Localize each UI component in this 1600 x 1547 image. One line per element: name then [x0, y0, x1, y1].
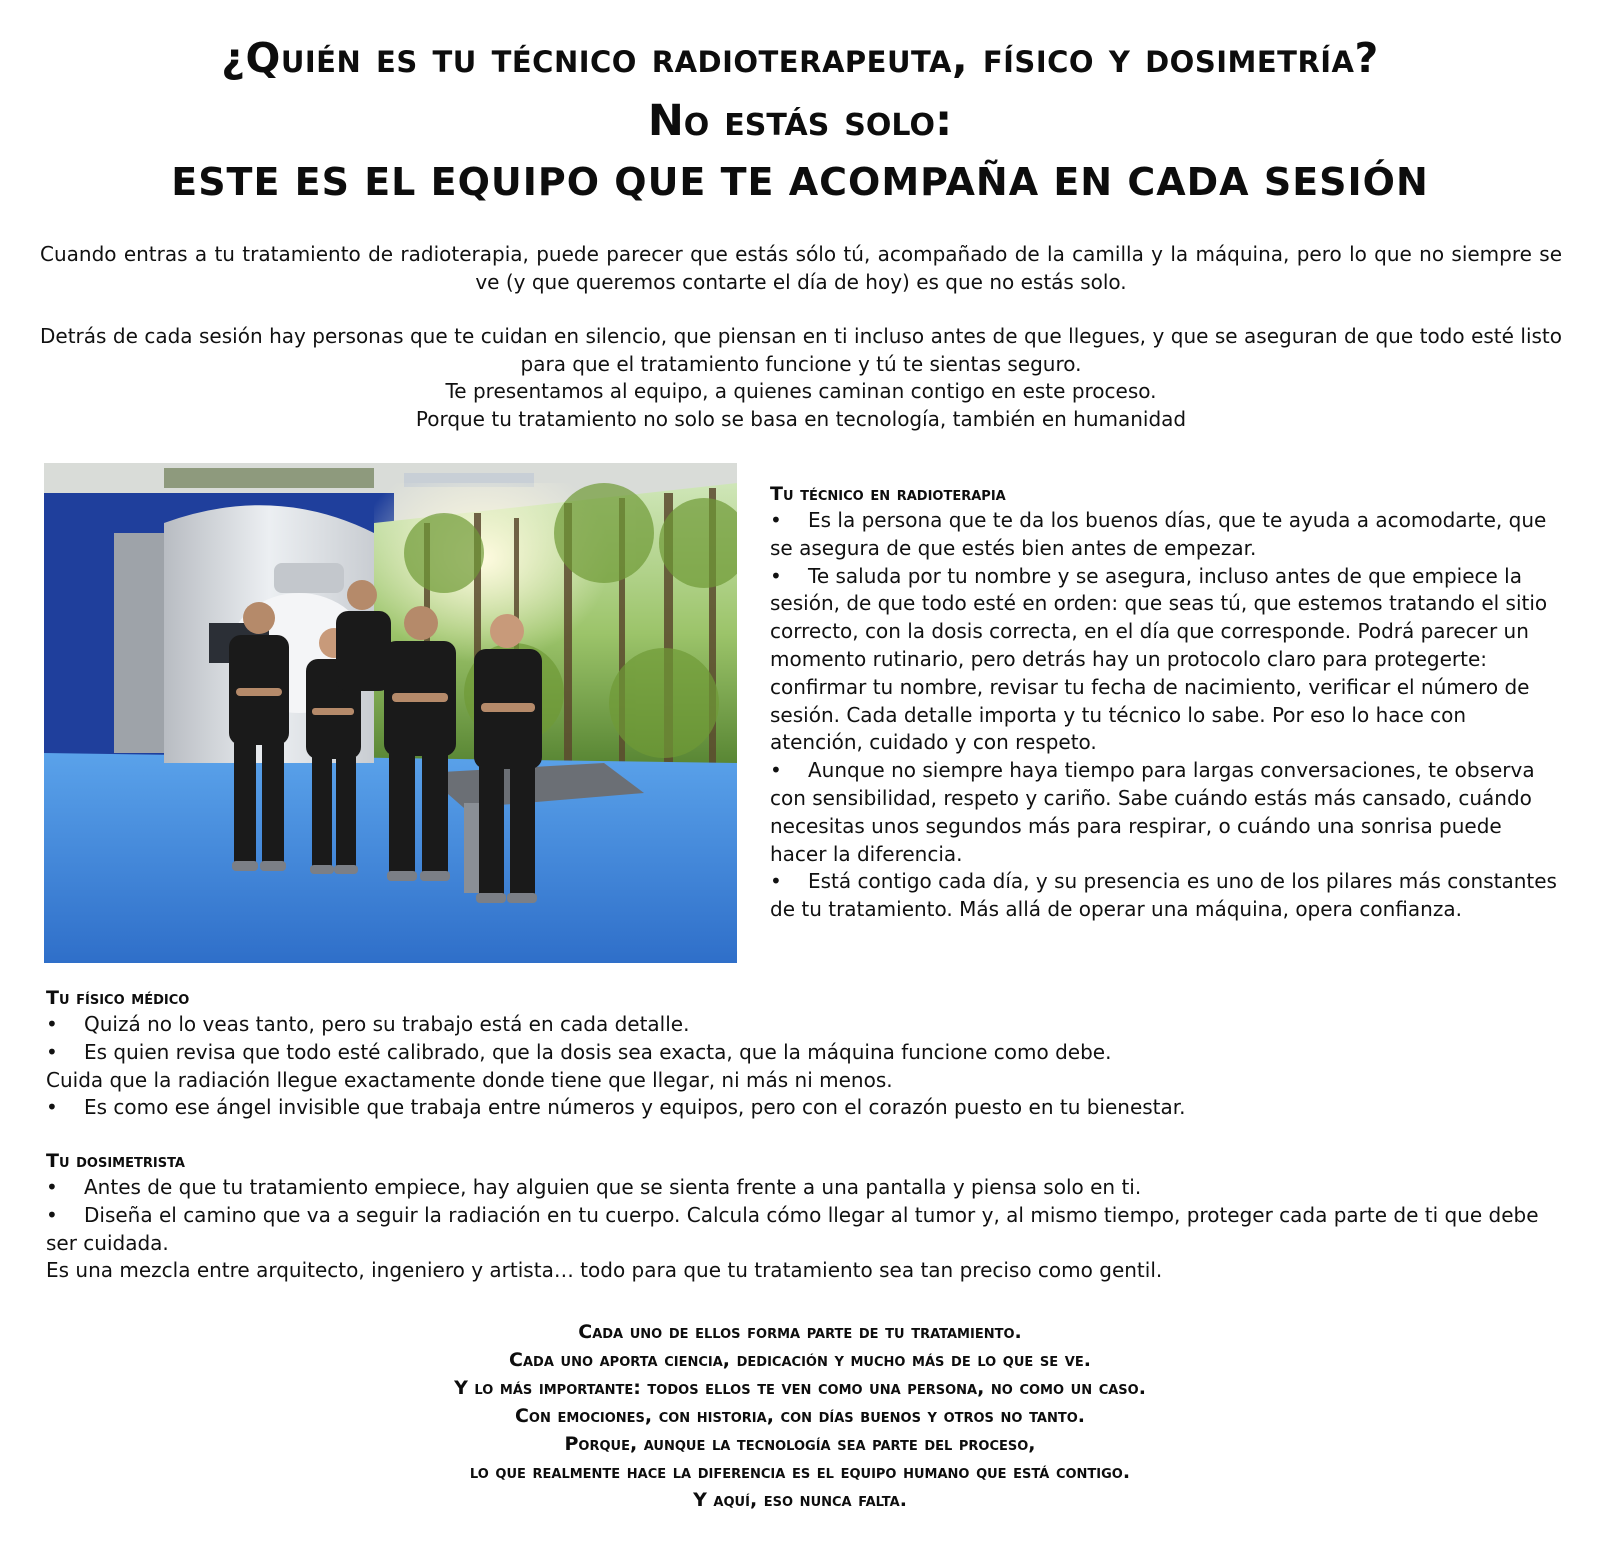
fisico-bullet-4: • Es como ese ángel invisible que trabaja entre números y equipos, pero con el corazón puesto en tu bienestar. [46, 1094, 1566, 1122]
intro-paragraph-2: Detrás de cada sesión hay personas que te cuidan en silencio, que piensan en ti incluso antes de que llegues, y que se aseguran de que todo esté listo para que el tratamiento funcione y tú te sientas seguro. [40, 324, 1562, 376]
section-tecnico [770, 481, 1560, 924]
tecnico-bullet-4: • Está contigo cada día, y su presencia es uno de los pilares más constantes de tu tratamiento. Más allá de operar una máquina, opera confianza. [770, 868, 1560, 924]
section-heading-dosimetrista: Tu dosimetrista [46, 1150, 185, 1172]
closing-line-3: Y lo más importante: todos ellos te ven como una persona, no como un caso. [454, 1377, 1146, 1399]
intro-paragraph-4: Porque tu tratamiento no solo se basa en tecnología, también en humanidad [415, 407, 1187, 431]
closing-line-5: Porque, aunque la tecnología sea parte del proceso, [564, 1433, 1036, 1455]
dosimetrista-line-3: Es una mezcla entre arquitecto, ingeniero y artista… todo para que tu tratamiento sea tan preciso como gentil. [46, 1258, 1163, 1283]
title-line-1: ¿Quién es tu técnico radioterapeuta, físico y dosimetría? [221, 34, 1379, 82]
closing-line-4: Con emociones, con historia, con días buenos y otros no tanto. [514, 1405, 1086, 1427]
title-line-2: No estás solo: [647, 96, 953, 146]
intro-paragraph-1: Cuando entras a tu tratamiento de radioterapia, puede parecer que estás sólo tú, acompañado de la camilla y la máquina, pero lo que no siempre se ve (y que queremos contarte el día de hoy) es que no estás solo. [40, 242, 1562, 294]
section-fisico [46, 985, 1566, 1122]
dosimetrista-bullet-2: • Diseña el camino que va a seguir la radiación en tu cuerpo. Calcula cómo llegar al tumor y, al mismo tiempo, proteger cada parte de ti que debe ser cuidada. [46, 1202, 1566, 1258]
closing-line-1: Cada uno de ellos forma parte de tu tratamiento. [578, 1321, 1022, 1343]
section-heading-fisico: Tu físico médico [46, 987, 190, 1009]
closing-statement [0, 1318, 1600, 1514]
team-photo [44, 463, 737, 963]
closing-line-2: Cada uno aporta ciencia, dedicación y mucho más de lo que se ve. [509, 1349, 1091, 1371]
tecnico-bullet-3: • Aunque no siempre haya tiempo para largas conversaciones, te observa con sensibilidad, respeto y cariño. Sabe cuándo estás más cansado, cuándo necesitas unos segundos más para respirar, o cuándo una sonrisa puede hacer la diferencia. [770, 757, 1560, 868]
title-line-3: ESTE ES EL EQUIPO QUE TE ACOMPAÑA EN CADA SESIÓN [171, 160, 1429, 204]
closing-line-6: lo que realmente hace la diferencia es el equipo humano que está contigo. [469, 1461, 1131, 1483]
tecnico-bullet-2: • Te saluda por tu nombre y se asegura, incluso antes de que empiece la sesión, de que todo esté en orden: que seas tú, que estemos tratando el sitio correcto, con la dosis correcta, en el día que corresponde. Podrá parecer un momento rutinario, pero detrás hay un protocolo claro para protegerte: confirmar tu nombre, revisar tu fecha de nacimiento, verificar el número de sesión. Cada detalle importa y tu técnico lo sabe. Por eso lo hace con atención, cuidado y con respeto. [770, 563, 1560, 758]
fisico-line-3: Cuida que la radiación llegue exactamente donde tiene que llegar, ni más ni menos. [46, 1067, 893, 1092]
fisico-bullet-1: • Quizá no lo veas tanto, pero su trabajo está en cada detalle. [46, 1011, 1566, 1039]
dosimetrista-bullet-1: • Antes de que tu tratamiento empiece, hay alguien que se sienta frente a una pantalla y piensa solo en ti. [46, 1174, 1566, 1202]
section-heading-tecnico: Tu técnico en radioterapia [770, 483, 1006, 505]
section-dosimetrista [46, 1148, 1566, 1285]
tecnico-bullet-1: • Es la persona que te da los buenos días, que te ayuda a acomodarte, que se asegura de que estés bien antes de empezar. [770, 507, 1560, 563]
intro-paragraph-3: Te presentamos al equipo, a quienes caminan contigo en este proceso. [445, 379, 1157, 403]
fisico-bullet-2: • Es quien revisa que todo esté calibrado, que la dosis sea exacta, que la máquina funcione como debe. [46, 1039, 1566, 1067]
closing-line-7: Y aquí, eso nunca falta. [693, 1489, 907, 1511]
